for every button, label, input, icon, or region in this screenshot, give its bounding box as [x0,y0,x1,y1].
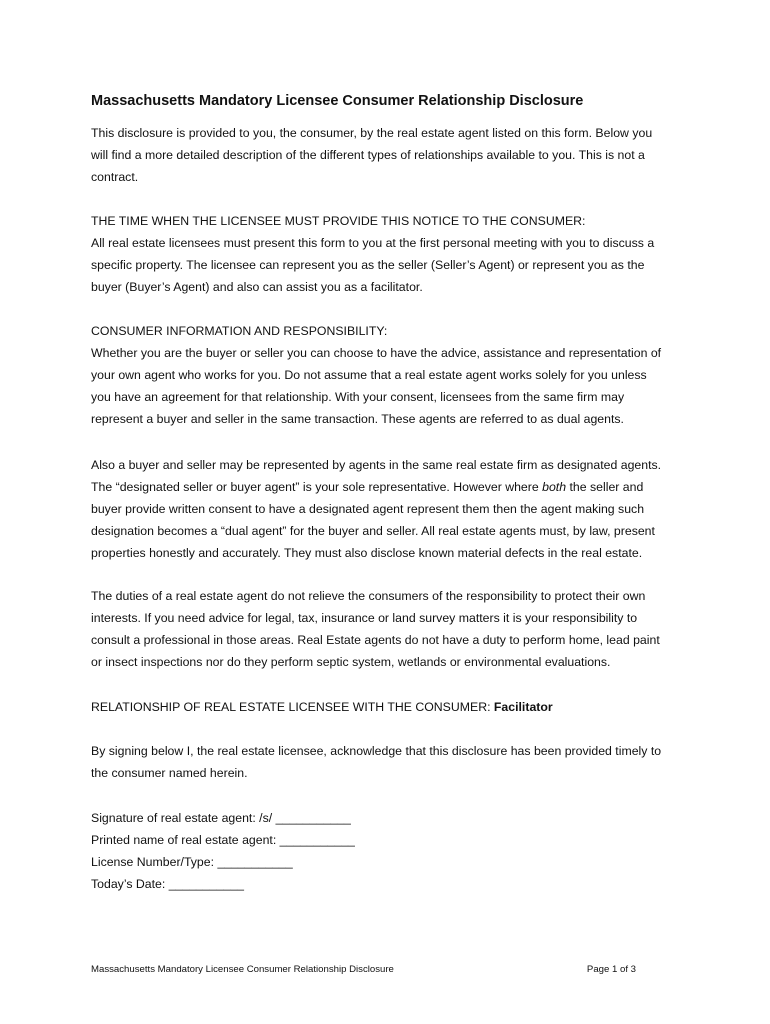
acknowledgement-paragraph [91,740,681,784]
acknowledgement-line: By signing below I, the real estate licensee, acknowledge that this disclosure has been provided timely to [91,744,662,758]
designated-line: Also a buyer and seller may be represented by agents in the same real estate firm as designated agents. [91,458,662,472]
time-section-heading: THE TIME WHEN THE LICENSEE MUST PROVIDE THIS NOTICE TO THE CONSUMER: [91,214,586,228]
intro-line: contract. [91,170,139,184]
intro-paragraph [91,122,681,188]
designated-line-text: the seller and [566,480,644,494]
emphasis-both: both [542,480,567,494]
designated-line: properties honestly and accurately. They must also disclose known material defects in the real estate. [91,546,643,560]
designated-line [91,476,681,498]
consumer-section-line: you have an agreement for that relationship. With your consent, licensees from the same firm may [91,390,625,404]
intro-line: This disclosure is provided to you, the consumer, by the real estate agent listed on this form. Below you [91,126,653,140]
acknowledgement-line: the consumer named herein. [91,766,248,780]
relationship-label: RELATIONSHIP OF REAL ESTATE LICENSEE WITH THE CONSUMER: [91,700,494,714]
duties-line: interests. If you need advice for legal, tax, insurance or land survey matters it is your responsibility to [91,611,638,625]
date-field: Today’s Date: ___________ [91,877,244,891]
time-section-line: buyer (Buyer’s Agent) and also can assist you as a facilitator. [91,280,423,294]
duties-line: or insect inspections nor do they perform septic system, wetlands or environmental evaluations. [91,655,611,669]
license-field: License Number/Type: ___________ [91,855,293,869]
duties-section [91,585,681,673]
printed-name-field: Printed name of real estate agent: ___________ [91,833,355,847]
time-section-line: specific property. The licensee can represent you as the seller (Seller’s Agent) or represent you as the [91,258,645,272]
page-number: Page 1 of 3 [586,964,636,975]
time-section-line: All real estate licensees must present this form to you at the first personal meeting with you to discuss a [91,236,655,250]
designated-line: buyer provide written consent to have a designated agent represent them then the agent making such [91,502,645,516]
signature-block [91,807,681,895]
relationship-value: Facilitator [493,700,553,714]
signature-field: Signature of real estate agent: /s/ ___________ [91,811,351,825]
consumer-section [91,320,681,430]
designated-line: designation becomes a “dual agent” for the buyer and seller. All real estate agents must, by law, present [91,524,655,538]
relationship-line [91,696,681,718]
designated-section [91,454,681,564]
relationship-statement [91,696,681,718]
document-title: Massachusetts Mandatory Licensee Consumer Relationship Disclosure [91,93,584,109]
footer-title: Massachusetts Mandatory Licensee Consumer Relationship Disclosure [91,964,394,975]
intro-line: will find a more detailed description of the different types of relationships available to you. This is not a [91,148,645,162]
duties-line: The duties of a real estate agent do not relieve the consumers of the responsibility to protect their own [91,589,646,603]
consumer-section-line: represent a buyer and seller in the same transaction. These agents are referred to as dual agents. [91,412,624,426]
consumer-section-line: your own agent who works for you. Do not assume that a real estate agent works solely for you unless [91,368,647,382]
duties-line: consult a professional in those areas. Real Estate agents do not have a duty to perform home, lead paint [91,633,660,647]
time-section [91,210,681,298]
designated-line-text: The “designated seller or buyer agent” is your sole representative. However where [91,480,543,494]
consumer-section-line: Whether you are the buyer or seller you can choose to have the advice, assistance and representation of [91,346,662,360]
consumer-section-heading: CONSUMER INFORMATION AND RESPONSIBILITY: [91,324,388,338]
